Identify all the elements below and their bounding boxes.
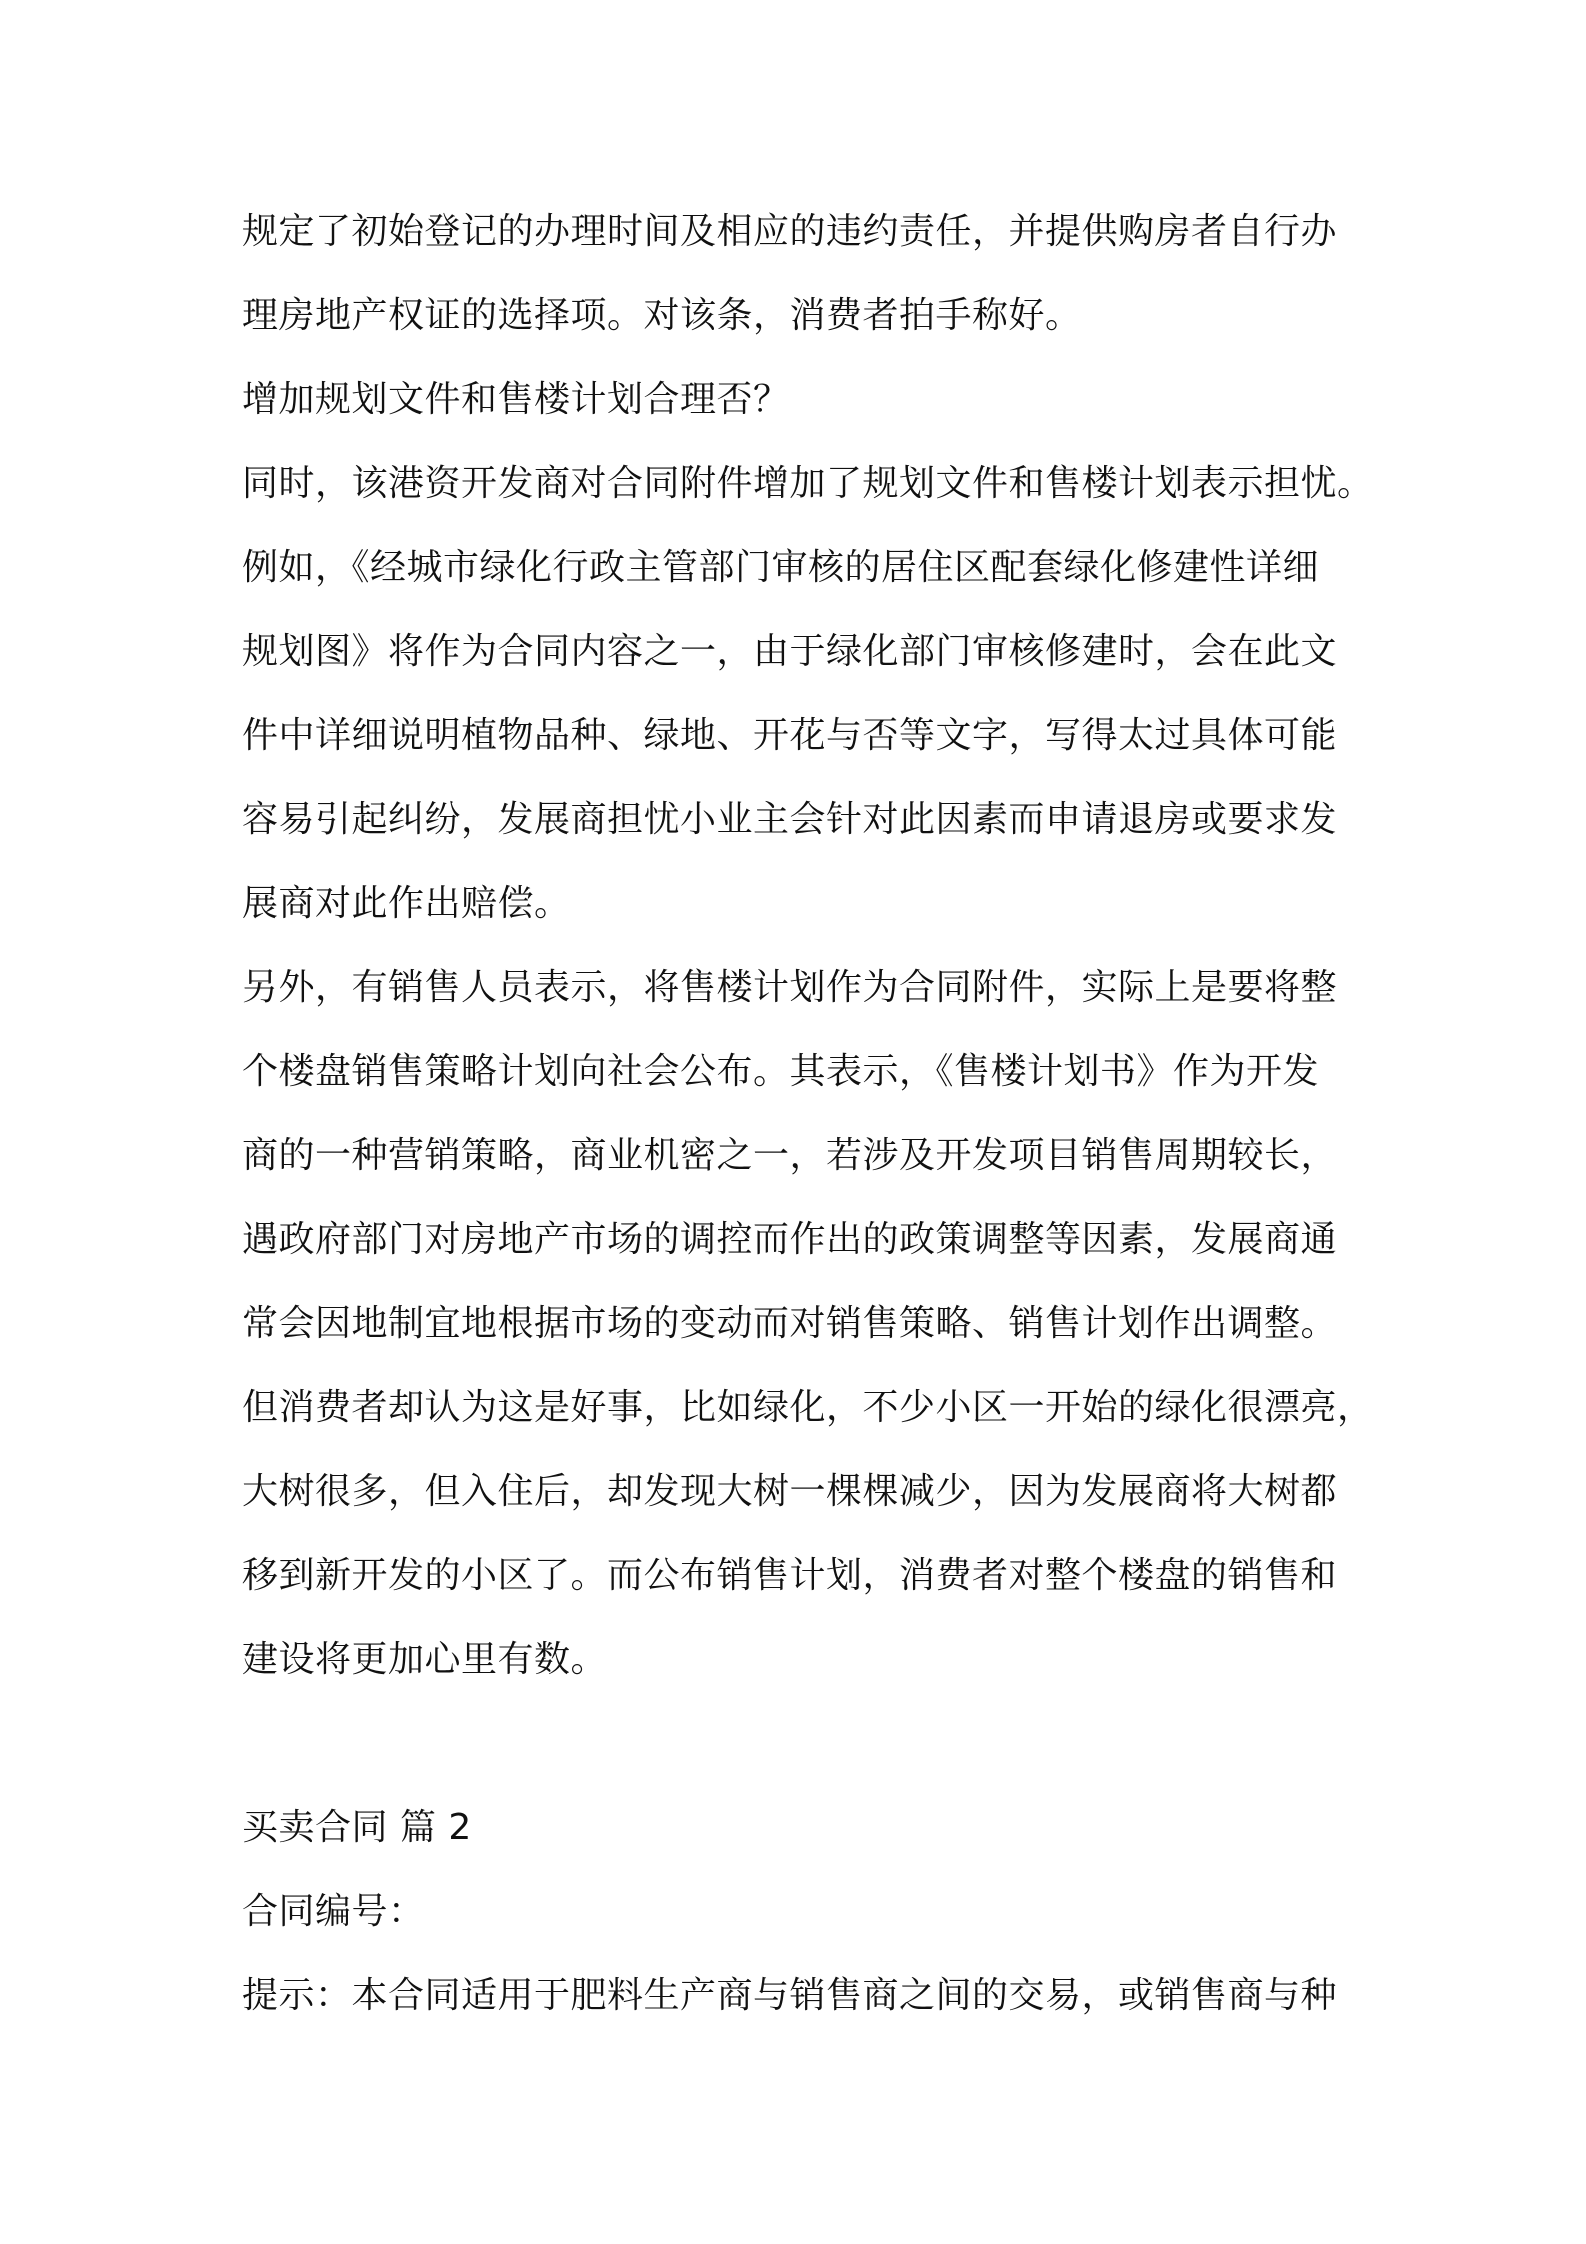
section-spacer xyxy=(242,1712,1362,1796)
hint-line: 提示：本合同适用于肥料生产商与销售商之间的交易，或销售商与种 xyxy=(242,1975,1338,2016)
paragraph-line: 移到新开发的小区了。而公布销售计划，消费者对整个楼盘的销售和 xyxy=(242,1555,1338,1596)
paragraph-line: 容易引起纠纷，发展商担忧小业主会针对此因素而申请退房或要求发 xyxy=(242,799,1338,840)
paragraph-line: 规定了初始登记的办理时间及相应的违约责任，并提供购房者自行办 xyxy=(242,211,1338,252)
paragraph-line: 大树很多，但入住后，却发现大树一棵棵减少，因为发展商将大树都 xyxy=(242,1471,1338,1512)
paragraph-line: 规划图》将作为合同内容之一，由于绿化部门审核修建时，会在此文 xyxy=(242,631,1338,672)
paragraph-line: 建设将更加心里有数。 xyxy=(242,1639,608,1680)
paragraph-line: 理房地产权证的选择项。对该条，消费者拍手称好。 xyxy=(242,295,1082,336)
paragraph-line: 例如，《经城市绿化行政主管部门审核的居住区配套绿化修建性详细 xyxy=(242,547,1320,588)
paragraph-line: 商的一种营销策略，商业机密之一，若涉及开发项目销售周期较长， xyxy=(242,1135,1338,1176)
paragraph-line: 但消费者却认为这是好事，比如绿化，不少小区一开始的绿化很漂亮， xyxy=(242,1387,1374,1428)
paragraph-line: 常会因地制宜地根据市场的变动而对销售策略、销售计划作出调整。 xyxy=(242,1303,1338,1344)
paragraph-line: 另外，有销售人员表示，将售楼计划作为合同附件，实际上是要将整 xyxy=(242,967,1338,1008)
section-heading: 增加规划文件和售楼计划合理否？ xyxy=(242,379,790,420)
paragraph-line: 遇政府部门对房地产市场的调控而作出的政策调整等因素，发展商通 xyxy=(242,1219,1338,1260)
document-body xyxy=(242,200,1374,2048)
contract-number-label: 合同编号： xyxy=(242,1891,425,1932)
paragraph-line: 个楼盘销售策略计划向社会公布。其表示，《售楼计划书》作为开发 xyxy=(242,1051,1320,1092)
paragraph-line: 同时，该港资开发商对合同附件增加了规划文件和售楼计划表示担忧。 xyxy=(242,463,1374,504)
paragraph-line: 展商对此作出赔偿。 xyxy=(242,883,571,924)
section-title: 买卖合同 篇 2 xyxy=(242,1807,472,1848)
paragraph-line: 件中详细说明植物品种、绿地、开花与否等文字，写得太过具体可能 xyxy=(242,715,1338,756)
